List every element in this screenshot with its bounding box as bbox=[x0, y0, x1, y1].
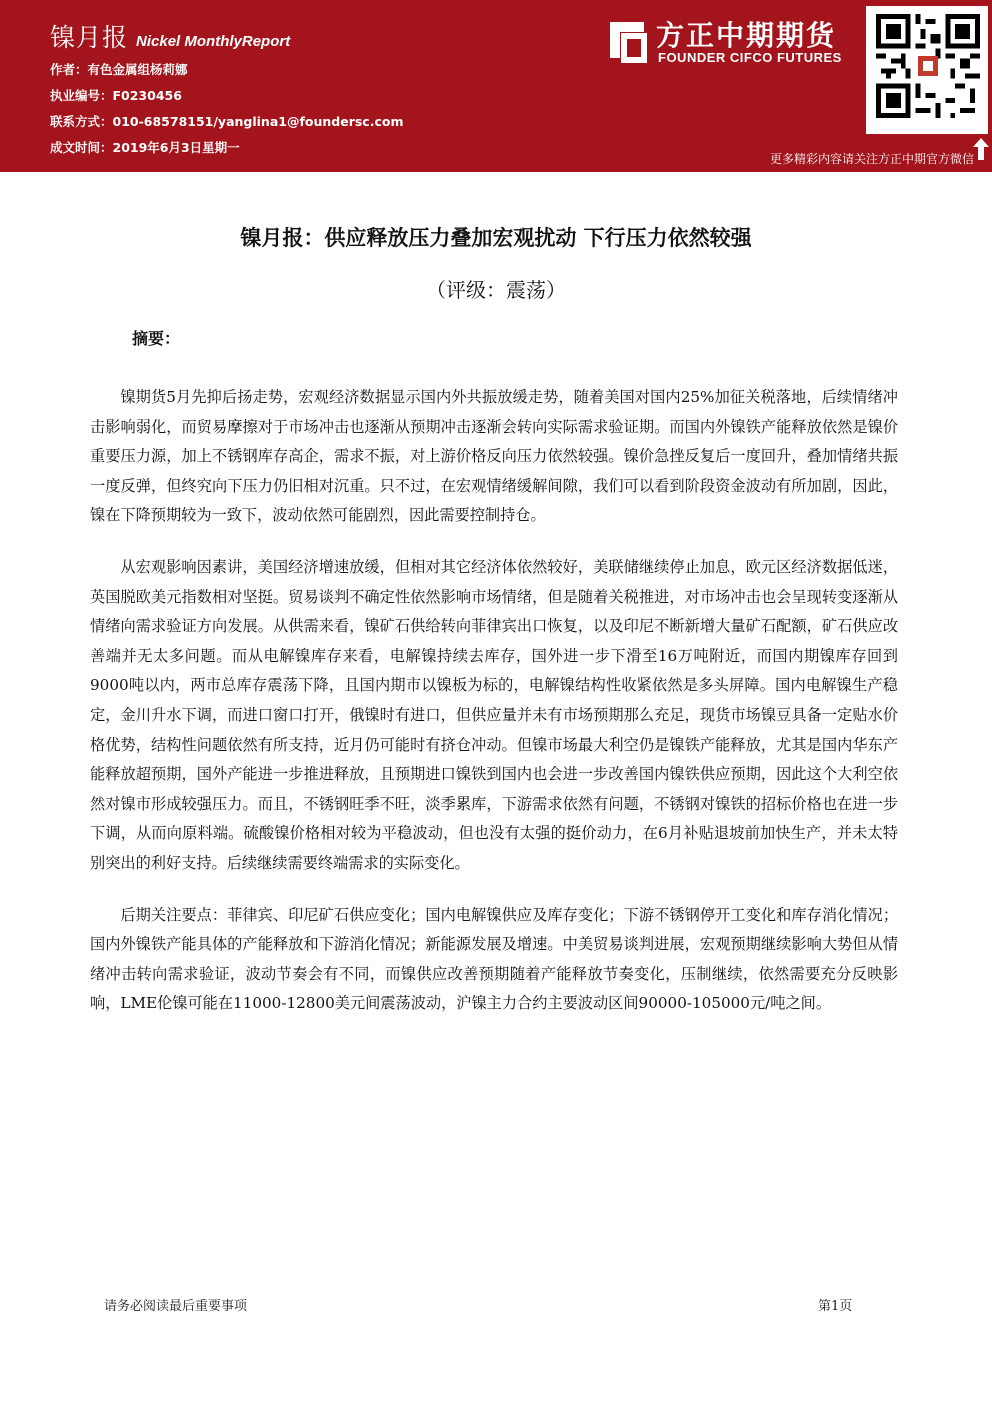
page-number: 第1页 bbox=[818, 1299, 853, 1314]
rating-label: （评级：震荡） bbox=[426, 278, 566, 302]
footer-notice: 请务必阅读最后重要事项 bbox=[104, 1299, 248, 1314]
brand-name-cn: 方正中期期货 bbox=[656, 19, 837, 52]
report-header bbox=[0, 0, 992, 172]
paragraph-outlook: 后期关注要点：菲律宾、印尼矿石供应变化；国内电解镍供应及库存变化；下游不锈钢停开工变化和库存消化情况；国内外镍铁产能具体的产能释放和下游消化情况；新能源发展及增速。中美贸易谈判进展，宏观预期继续影响大势但从情绪冲击转向需求验证，波动节奏会有不同，而镍供应改善预期随着产能释放节奏变化，压制继续，依然需要充分反映影响，LME伦镍可能在11000-12800美元间震荡波动，沪镍主力合约主要波动区间90000-105000元/吨之间。 bbox=[90, 905, 898, 1013]
meta-author: 作者：有色金属组杨莉娜 bbox=[50, 62, 188, 77]
report-name-cn: 镍月报 bbox=[50, 23, 129, 52]
paragraph-macro: 从宏观影响因素讲，美国经济增速放缓，但相对其它经济体依然较好，美联储继续停止加息，欧元区经济数据低迷，英国脱欧美元指数相对坚挺。贸易谈判不确定性依然影响市场情绪，但是随着关税推进，对市场冲击也会呈现转变逐渐从情绪向需求验证方向发展。从供需来看，镍矿石供给转向菲律宾出口恢复，以及印尼不断新增大量矿石配额，矿石供应改善端并无太多问题。而从电解镍库存来看，电解镍持续去库存，国外进一步下滑至16万吨附近，而国内期镍库存回到9000吨以内，两市总库存震荡下降，且国内期市以镍板为标的，电解镍结构性收紧依然是多头屏障。国内电解镍生产稳定，金川升水下调，而进口窗口打开，俄镍时有进口，但供应量并未有市场预期那么充足，现货市场镍豆具备一定贴水价格优势，结构性问题依然有所支持，近月仍可能时有挤仓冲动。但镍市场最大利空仍是镍铁产能释放，尤其是国内华东产能释放超预期，国外产能进一步推进释放，且预期进口镍铁到国内也会进一步改善国内镍铁供应预期，因此这个大利空依然对镍市形成较强压力。而且，不锈钢旺季不旺，淡季累库，下游需求依然有问题，不锈钢对镍铁的招标价格也在进一步下调，从而向原料端。硫酸镍价格相对较为平稳波动，但也没有太强的挺价动力，在6月补贴退坡前加快生产，并未太特别突出的利好支持。后续继续需要终端需求的实际变化。 bbox=[90, 557, 898, 872]
meta-contact[interactable]: 联系方式：010-68578151/yanglina1@foundersc.com bbox=[50, 114, 404, 129]
paragraph-summary: 镍期货5月先抑后扬走势，宏观经济数据显示国内外共振放缓走势，随着美国对国内25%加征关税落地，后续情绪冲击影响弱化，而贸易摩擦对于市场冲击也逐渐从预期冲击逐渐会转向实际需求验证期。而国内外镍铁产能释放依然是镍价重要压力源，加上不锈钢库存高企，需求不振，对上游价格反向压力依然较强。镍价急挫反复后一度回升，叠加情绪共振一度反弹，但终究向下压力仍旧相对沉重。只不过，在宏观情绪缓解间隙，我们可以看到阶段资金波动有所加剧，因此，镍在下降预期较为一致下，波动依然可能剧烈，因此需要控制持仓。 bbox=[90, 388, 898, 525]
wechat-qr-icon[interactable] bbox=[876, 14, 980, 118]
abstract-heading: 摘要： bbox=[132, 329, 181, 348]
page-title: 镍月报：供应释放压力叠加宏观扰动 下行压力依然较强 bbox=[240, 226, 752, 250]
brand-logo bbox=[596, 0, 860, 92]
brand-name-en: FOUNDER CIFCO FUTURES bbox=[658, 50, 842, 65]
abstract-body bbox=[90, 383, 898, 1041]
report-name-en: Nickel MonthlyReport bbox=[136, 33, 291, 50]
meta-date: 成文时间：2019年6月3日星期一 bbox=[50, 140, 240, 155]
founder-logo-icon bbox=[604, 18, 650, 64]
meta-license: 执业编号：F0230456 bbox=[50, 88, 182, 103]
wechat-follow-note: 更多精彩内容请关注方正中期官方微信 bbox=[769, 152, 974, 166]
report-title-bar bbox=[50, 18, 290, 54]
author-meta bbox=[50, 62, 404, 166]
arrow-up-icon bbox=[972, 137, 990, 161]
